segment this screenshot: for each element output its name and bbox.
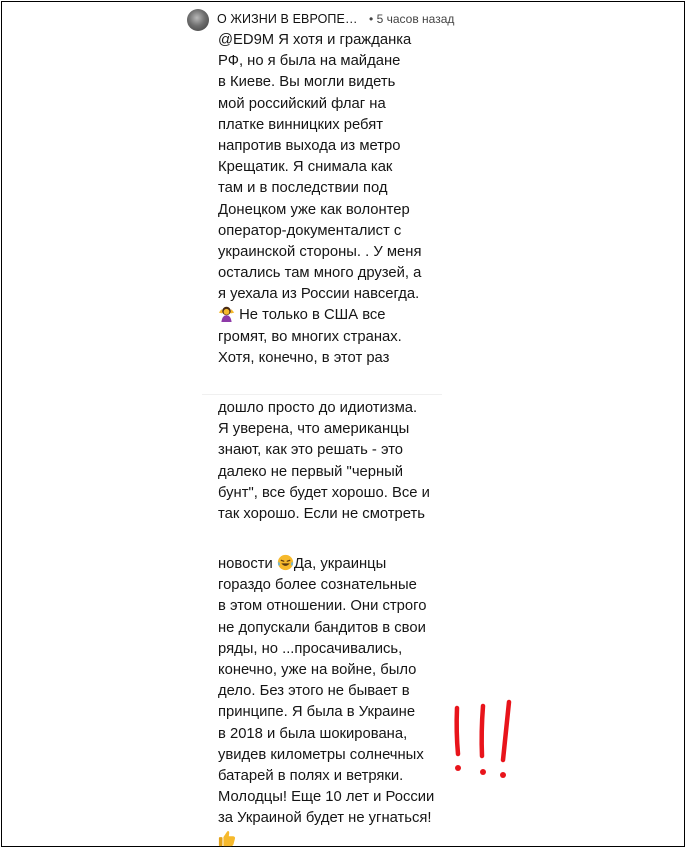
text-line: РФ, но я была на майдане <box>218 53 401 70</box>
text-line: в 2018 и была шокирована, <box>218 725 408 742</box>
text-line: бунт", все будет хорошо. Все и <box>218 484 430 501</box>
text-line: в Киеве. Вы могли видеть <box>218 74 396 91</box>
text-line: далеко не первый "черный <box>218 463 404 480</box>
text-line: мой российский флаг на <box>218 95 386 112</box>
text-line: дошло просто до идиотизма. <box>218 400 418 416</box>
text-line: Донецком уже как волонтер <box>218 201 410 218</box>
text-line: там и в последствии под <box>218 180 388 197</box>
text-line: Молодцы! Еще 10 лет и России <box>218 789 435 806</box>
screenshot-frame <box>1 1 685 847</box>
exclamation-marks-drawing <box>442 692 532 782</box>
text-line: я уехала из России навсегда. <box>218 286 420 303</box>
text-line: гораздо более сознательные <box>218 577 417 594</box>
text-line-with-emoji <box>218 554 434 575</box>
text-line: в этом отношении. Они строго <box>218 598 427 615</box>
text-line: дело. Без этого не бывает в <box>218 683 410 700</box>
text-line: увидев километры солнечных <box>218 746 424 763</box>
author-name[interactable]: О ЖИЗНИ В ЕВРОПЕ… <box>217 12 358 26</box>
woman-shrugging-icon <box>218 305 235 322</box>
text-line: громят, во многих странах. <box>218 328 402 345</box>
text-line: знают, как это решать - это <box>218 442 404 459</box>
comment-text-part-3 <box>218 554 434 851</box>
text-line: ряды, но ...просачивались, <box>218 640 403 657</box>
text-line: принципе. Я была в Украине <box>218 704 416 721</box>
text-line: Я уверена, что американцы <box>218 421 410 438</box>
thumbs-up-icon <box>218 829 236 847</box>
text-line: конечно, уже на войне, было <box>218 661 417 678</box>
text-line: так хорошо. Если не смотреть <box>218 505 425 522</box>
text-line-emoji-only <box>218 829 434 850</box>
text-line: оператор-документалист с <box>218 222 402 239</box>
text-segment: Да, украинцы <box>293 556 387 572</box>
avatar[interactable] <box>187 9 209 31</box>
text-segment: Не только в США все <box>239 307 386 324</box>
text-line-with-emoji <box>218 305 421 326</box>
text-line: не допускали бандитов в свои <box>218 619 426 636</box>
text-line: за Украиной будет не угнаться! <box>218 810 432 827</box>
text-line: @ED9M Я хотя и гражданка <box>218 32 412 48</box>
text-line: Крещатик. Я снимала как <box>218 159 393 176</box>
comment-header <box>217 10 454 28</box>
text-line: остались там много друзей, а <box>218 265 422 282</box>
comment-text-part-2 <box>218 398 430 525</box>
timestamp[interactable]: • 5 часов назад <box>369 12 455 26</box>
comment-text-part-1 <box>218 30 421 369</box>
divider <box>202 394 442 395</box>
text-segment: новости <box>218 556 273 572</box>
laughing-tears-icon <box>277 554 294 571</box>
text-line: Хотя, конечно, в этот раз <box>218 349 390 366</box>
text-line: батарей в полях и ветряки. <box>218 767 404 784</box>
text-line: напротив выхода из метро <box>218 137 401 154</box>
text-line: платке винницких ребят <box>218 116 383 133</box>
text-line: украинской стороны. . У меня <box>218 243 422 260</box>
